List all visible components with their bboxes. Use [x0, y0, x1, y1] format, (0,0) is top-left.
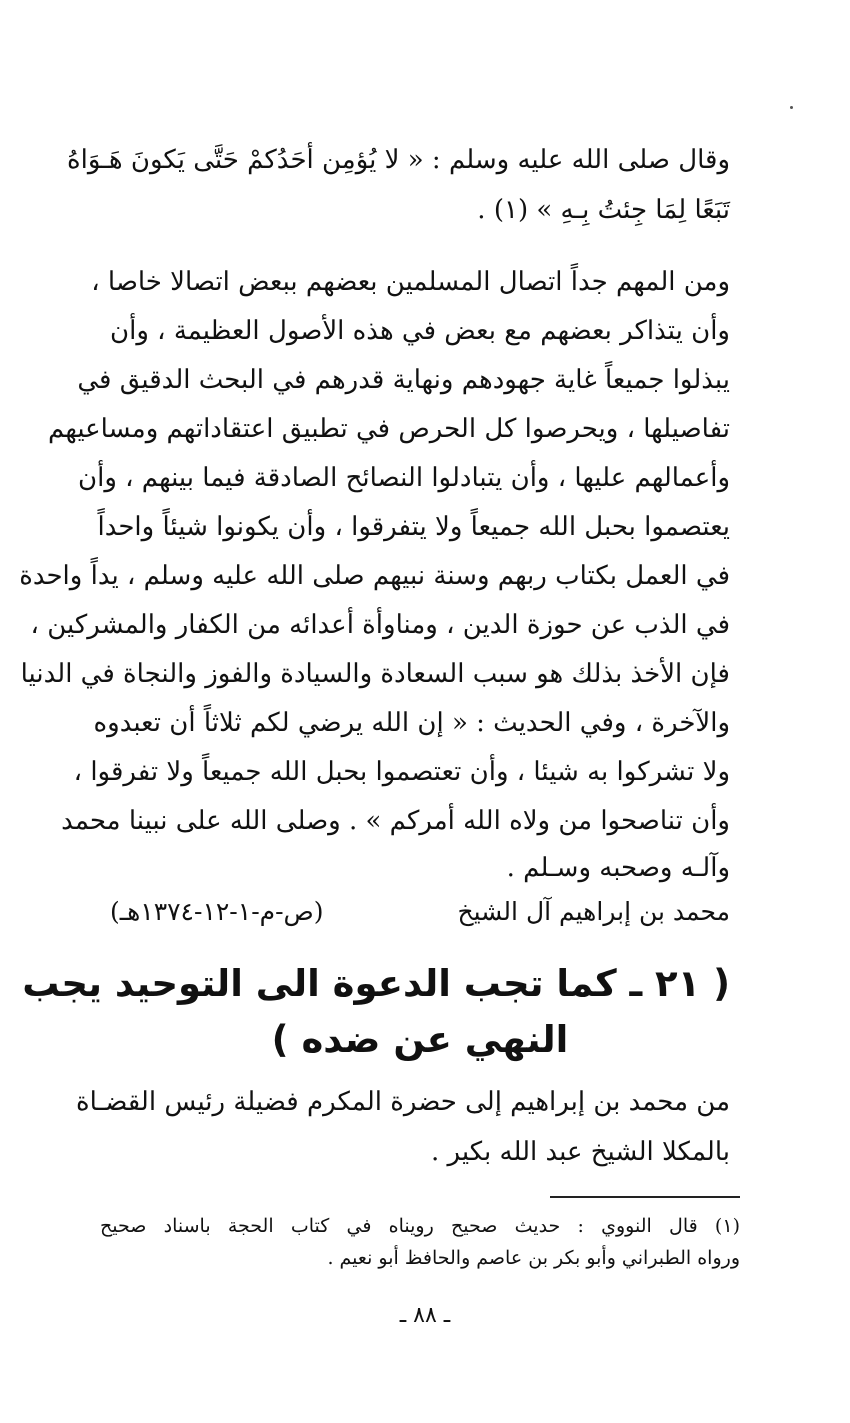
section-heading-line-2: النهي عن ضده ) — [271, 1018, 569, 1061]
letter-line-2: بالمكلا الشيخ عبد الله بكير . — [430, 1137, 730, 1167]
quote-line-2: تَبَعًا لِمَا جِئتُ بِـهِ » (١) . — [477, 195, 730, 225]
paragraph-line-5: وأعمالهم عليها ، وأن يتبادلوا النصائح الصادقة فيما بينهم ، وأن — [78, 463, 730, 493]
letter-line-1: من محمد بن إبراهيم إلى حضرة المكرم فضيلة رئيس القضـاة — [76, 1087, 730, 1117]
quote-line-1: وقال صلى الله عليه وسلم : « لا يُؤمِن أحَدُكمْ حَتَّى يَكونَ هَـوَاهُ — [67, 145, 730, 175]
paragraph-line-8: في الذب عن حوزة الدين ، ومناوأة أعدائه من الكفار والمشركين ، — [30, 610, 730, 640]
paragraph-line-6: يعتصموا بحبل الله جميعاً ولا يتفرقوا ، وأن يكونوا شيئاً واحداً — [97, 512, 730, 542]
paragraph-line-9: فإن الأخذ بذلك هو سبب السعادة والسيادة والفوز والنجاة في الدنيا — [20, 659, 730, 689]
paragraph-line-4: تفاصيلها ، ويحرصوا كل الحرص في تطبيق اعتقاداتهم ومساعيهم — [48, 414, 730, 444]
paragraph-line-2: وأن يتذاكر بعضهم مع بعض في هذه الأصول العظيمة ، وأن — [110, 316, 730, 346]
paragraph-line-12: وأن تناصحوا من ولاه الله أمركم » . وصلى الله على نبينا محمد — [61, 806, 730, 836]
section-heading-line-1: ( ٢١ ـ كما تجب الدعوة الى التوحيد يجب — [22, 962, 730, 1005]
signature-date: (ص-م-١-١٢-١٣٧٤هـ) — [110, 897, 324, 926]
signature-name: محمد بن إبراهيم آل الشيخ — [457, 897, 730, 926]
footnote-separator — [550, 1196, 740, 1198]
signature-row — [110, 892, 730, 932]
paragraph-line-13: وآلـه وصحبه وسـلم . — [506, 853, 730, 883]
paragraph-line-1: ومن المهم جداً اتصال المسلمين بعضهم ببعض اتصالا خاصا ، — [91, 267, 730, 297]
paragraph-line-7: في العمل بكتاب ربهم وسنة نبيهم صلى الله عليه وسلم ، يداً واحدة — [19, 561, 730, 591]
page-number: ـ ٨٨ ـ — [399, 1303, 451, 1328]
footnote-line-2: ورواه الطبراني وأبو بكر بن عاصم والحافظ أبو نعيم . — [327, 1247, 740, 1269]
paragraph-line-10: والآخرة ، وفي الحديث : « إن الله يرضي لكم ثلاثاً أن تعبدوه — [93, 708, 730, 738]
footnote-line-1: (١) قال النووي : حديث صحيح رويناه في كتاب الحجة باسناد صحيح — [100, 1215, 740, 1237]
scan-speck — [790, 106, 793, 109]
paragraph-line-3: يبذلوا جميعاً غاية جهودهم ونهاية قدرهم في البحث الدقيق في — [77, 365, 730, 395]
paragraph-line-11: ولا تشركوا به شيئا ، وأن تعتصموا بحبل الله جميعاً ولا تفرقوا ، — [73, 757, 730, 787]
